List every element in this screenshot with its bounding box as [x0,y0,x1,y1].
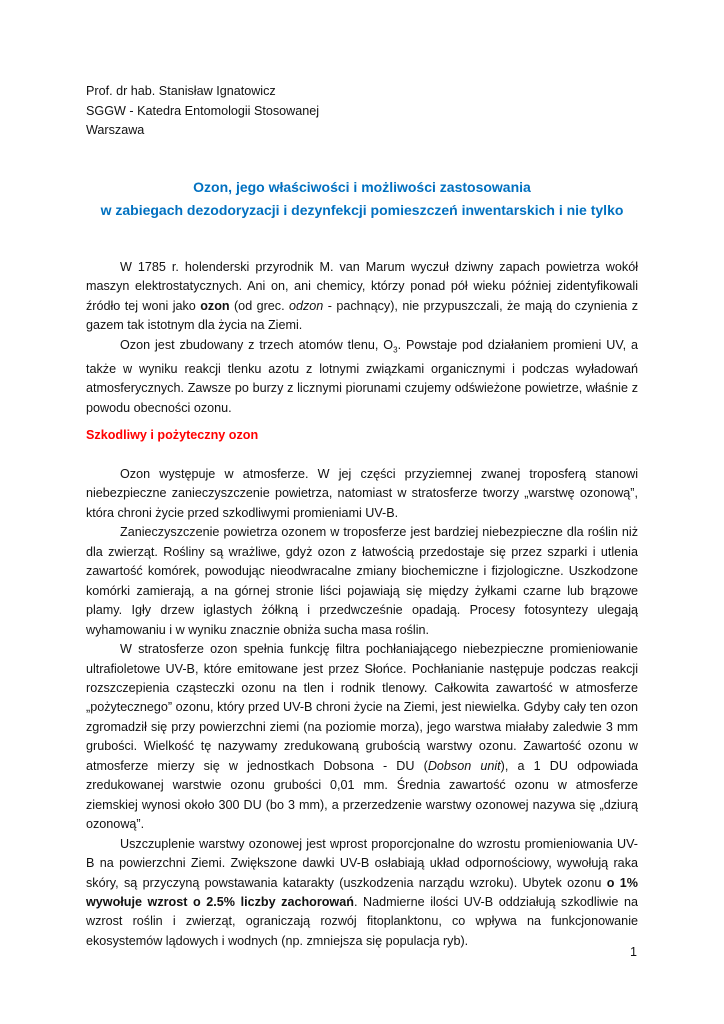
page-number: 1 [630,945,638,959]
text-run: . Nadmierne ilości UV-B oddziałują szkodliwie na wzrost roślin i zwierząt, ograniczają rozwój fitoplanktonu, co wpływa na funkcjonowanie ekosystemów lądowych i wodnych (np. zmniejsza się populacja ryb). [86,894,638,948]
italic-text: odzon [289,298,324,313]
paragraph [86,523,638,640]
section-body [86,465,638,951]
title-line-2: w zabiegach dezodoryzacji i dezynfekcji pomieszczeń inwentarskich i nie tylko [100,202,624,218]
author-block [86,82,319,141]
subscript: 3 [393,345,398,355]
text-run: . Powstaje pod działaniem promieni UV, a także w wyniku reakcji tlenku azotu z lotnymi związkami organicznymi i podczas wyładowań atmosferycznych. Zawsze po burzy z licznymi piorunami czujemy odświeżone powietrze, właśnie z powodu obecności ozonu. [86,337,638,415]
bold-text: o 1% wywołuje wzrost o 2.5% liczby zachorowań [86,875,639,909]
text-run: - pachnący), nie przypuszczali, że mają do czynienia z gazem tak istotnym dla życia na Ziemi. [86,298,638,333]
author-affiliation: SGGW - Katedra Entomologii Stosowanej [86,103,320,118]
section-heading: Szkodliwy i pożyteczny ozon [86,428,259,442]
document-title [60,176,664,222]
text-run: Uszczuplenie warstwy ozonowej jest wprost proporcjonalne do wzrostu promieniowania UV-B na powierzchni Ziemi. Zwiększone dawki UV-B osłabiają układ odpornościowy, wywołują raka skóry, są przyczyną powstawania katarakty (uszkodzenia narządu wzroku). Ubytek ozonu [86,836,638,890]
bold-text: ozon [200,298,230,313]
author-city: Warszawa [86,123,145,137]
italic-text: Dobson unit [427,758,501,773]
paragraph [86,465,638,523]
paragraph [86,258,638,336]
text-run: ), a 1 DU odpowiada zredukowanej warstwie ozonu grubości 0,01 mm. Średnia zawartość ozonu w atmosferze ziemskiej wynosi około 300 DU (bo 3 mm), a przerzedzenie warstwy ozonowej nazywa się „dziurą ozonową”. [86,758,638,832]
paragraph [86,336,638,418]
text-run: Zanieczyszczenie powietrza ozonem w troposferze jest bardziej niebezpieczne dla roślin niż dla zwierząt. Rośliny są wrażliwe, gdyż ozon z łatwością przedostaje się przez szparki i utlenia zawartość komórek, powodując nieodwracalne zmiany biochemiczne i fizjologiczne. Uszkodzone komórki zamierają, a na górnej stronie liści pojawiają się między żyłkami czarne lub brązowe plamy. Igły drzew iglastych żółkną i przedwcześnie opadają. Procesy fotosyntezy ulegają wyhamowaniu i w wyniku znacznie obniża sucha masa roślin. [86,525,638,637]
text-run: W 1785 r. holenderski przyrodnik M. van Marum wyczuł dziwny zapach powietrza wokół maszyn elektrostatycznych. Ani on, ani chemicy, którzy ponad pół wieku później zidentyfikowali źródło tej woni jako [86,260,638,313]
paragraph [86,640,638,835]
paragraph [86,835,638,952]
author-name: Prof. dr hab. Stanisław Ignatowicz [86,84,276,98]
text-run: Ozon występuje w atmosferze. W jej części przyziemnej zwanej troposferą stanowi niebezpieczne zanieczyszczenie powietrza, natomiast w stratosferze tworzy „warstwę ozonową”, która chroni życie przed szkodliwymi promieniami UV-B. [86,467,638,520]
text-run: Ozon jest zbudowany z trzech atomów tlenu, O [120,337,394,352]
intro-section [86,258,638,418]
title-line-1: Ozon, jego właściwości i możliwości zastosowania [193,179,531,195]
text-run: (od grec. [229,298,289,313]
text-run: W stratosferze ozon spełnia funkcję filtra pochłaniającego niebezpieczne promieniowanie ultrafioletowe UV-B, które emitowane jest przez Słońce. Pochłanianie następuje podczas reakcji rozszczepienia cząsteczki ozonu na tlen i rodnik tlenowy. Całkowita zawartość w atmosferze „pożytecznego” ozonu, który przed UV-B chroni życie na Ziemi, jest niewielka. Gdyby cały ten ozon zgromadził się przy powierzchni ziemi (na poziomie morza), jego warstwa miałaby zaledwie 3 mm grubości. Wielkość tę nazywamy zredukowaną grubością warstwy ozonu. Zawartość ozonu w atmosferze mierzy się w jednostkach Dobsona - DU ( [86,642,638,773]
